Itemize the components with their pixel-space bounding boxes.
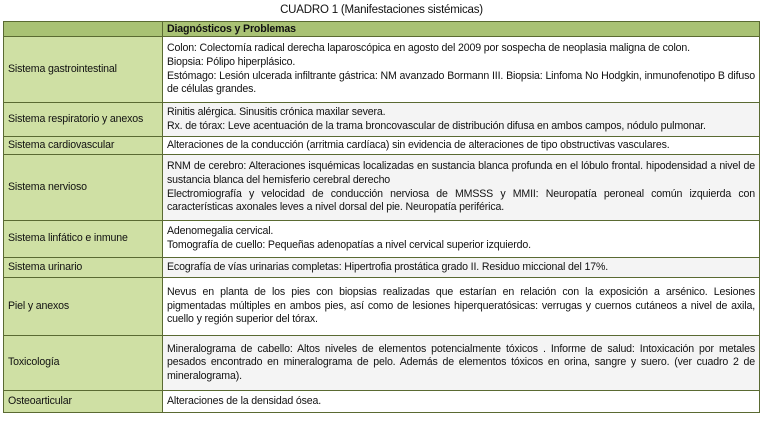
table-row (4, 336, 760, 391)
detail-line: Estómago: Lesión ulcerada infiltrante gástrica: NM avanzado Bormann III. Biopsia: Linfoma No Hodgkin, inmunofenotipo B difuso de células grandes. (167, 69, 755, 96)
detail-line: Ecografía de vías urinarias completas: Hipertrofia prostática grado II. Residuo miccional del 17%. (167, 260, 609, 273)
detail-cell (163, 258, 760, 278)
detail-line: Alteraciones de la densidad ósea. (167, 394, 322, 407)
detail-cell (163, 221, 760, 258)
detail-line: Nevus en planta de los pies con biopsias realizadas que estarían en relación con la exposición a arsénico. Lesiones pigmentadas múltiples en ambos pies, así como de lesiones hiperqueratósicas: verrugas y cuernos cutáneos a nivel de axila, cuello y región superior del tórax. (167, 286, 755, 326)
table-row (4, 258, 760, 278)
detail-line: Electromiografía y velocidad de conducción nerviosa de MMSSS y MMII: Neuropatía peroneal común izquierda con características axonales leves a nivel dorsal del pie. Neuropatía periférica. (167, 187, 755, 214)
systemic-manifestations-table (3, 21, 760, 413)
header-cell-diagnosticos: Diagnósticos y Problemas (163, 22, 760, 37)
system-cell: Sistema respiratorio y anexos (4, 103, 163, 137)
detail-line: Mineralograma de cabello: Altos niveles de elementos potencialmente tóxicos . Informe de salud: Intoxicación por metales pesados encontrado en mineralograma de pelo. Además de elementos tóxicos en orina, sangre y suero. (ver cuadro 2 de mineralograma). (167, 342, 755, 382)
detail-line: Biopsia: Pólipo hiperplásico. (167, 55, 296, 68)
table-row (4, 391, 760, 413)
table-row (4, 137, 760, 155)
table-row (4, 155, 760, 221)
detail-cell (163, 37, 760, 103)
system-cell: Sistema nervioso (4, 155, 163, 221)
system-cell: Piel y anexos (4, 278, 163, 336)
header-cell-empty (4, 22, 163, 37)
system-cell: Sistema urinario (4, 258, 163, 278)
table-row (4, 278, 760, 336)
detail-line: RNM de cerebro: Alteraciones isquémicas localizadas en sustancia blanca profunda en el lóbulo frontal. hipodensidad a nivel de sustancia blanca del hemisferio cerebral derecho (167, 160, 755, 186)
table-caption: CUADRO 1 (Manifestaciones sistémicas) (280, 4, 483, 16)
detail-line: Colon: Colectomía radical derecha laparoscópica en agosto del 2009 por sospecha de neoplasia maligna de colon. (167, 42, 690, 55)
detail-cell (163, 336, 760, 391)
system-cell: Sistema linfático e inmune (4, 221, 163, 258)
detail-cell (163, 103, 760, 137)
detail-line: Tomografía de cuello: Pequeñas adenopatías a nivel cervical superior izquierdo. (167, 239, 531, 251)
table-row (4, 221, 760, 258)
detail-cell (163, 155, 760, 221)
table-row (4, 103, 760, 137)
detail-line: Rinitis alérgica. Sinusitis crónica maxilar severa. (167, 105, 386, 118)
detail-cell (163, 137, 760, 155)
system-cell: Sistema cardiovascular (4, 137, 163, 155)
system-cell: Toxicología (4, 336, 163, 391)
detail-cell (163, 278, 760, 336)
system-cell: Osteoarticular (4, 391, 163, 413)
table-row (4, 37, 760, 103)
detail-line: Alteraciones de la conducción (arritmia cardíaca) sin evidencia de alteraciones de tipo obstructivas vasculares. (167, 138, 670, 151)
detail-line: Rx. de tórax: Leve acentuación de la trama broncovascular de distribución difusa en ambos campos, nódulo pulmonar. (167, 119, 706, 132)
detail-line: Adenomegalia cervical. (167, 225, 274, 238)
system-cell: Sistema gastrointestinal (4, 37, 163, 103)
table-header-row (4, 22, 760, 37)
detail-cell (163, 391, 760, 413)
